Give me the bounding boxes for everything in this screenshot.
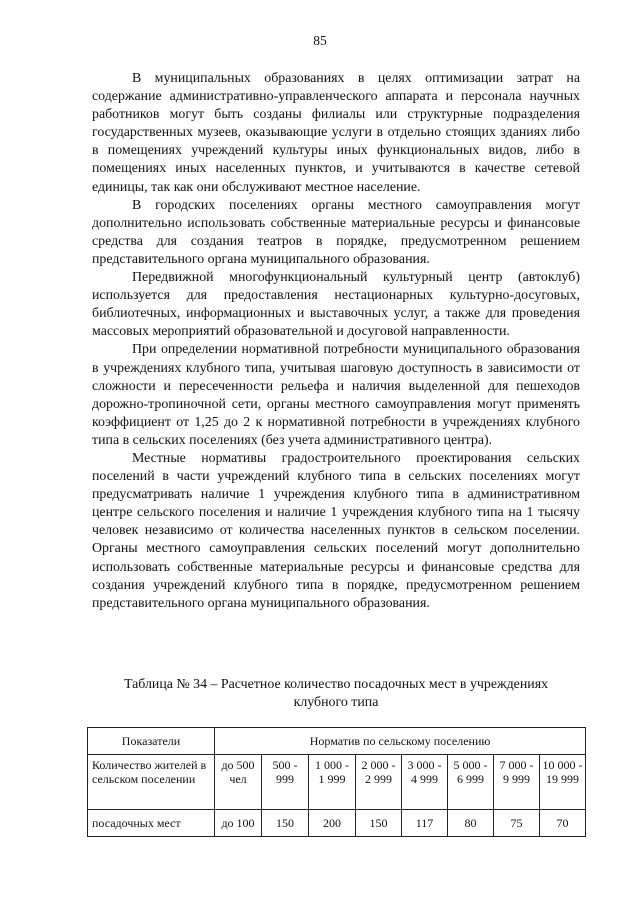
- residents-cell: 7 000 - 9 999: [494, 755, 540, 810]
- page-number: 85: [313, 33, 327, 48]
- seats-cell: 150: [356, 810, 402, 837]
- seats-cell: 75: [494, 810, 540, 837]
- seats-cell: до 100: [215, 810, 262, 837]
- residents-cell: 2 000 - 2 999: [356, 755, 402, 810]
- row-label-seats: посадочных мест: [88, 810, 215, 837]
- seats-cell: 150: [262, 810, 309, 837]
- residents-cell: 3 000 - 4 999: [402, 755, 448, 810]
- row-label-residents: Количество жителей в сельском поселении: [88, 755, 215, 810]
- paragraph-autoclub: Передвижной многофункциональный культурный центр (автоклуб) используется для предоставления нестационарных культурно-досуговых, библиотечных, информационных и выставочных услуг, а также для проведения массовых мероприятий образовательной и досуговой направленности.: [92, 270, 580, 340]
- paragraph-museums: В муниципальных образованиях в целях оптимизации затрат на содержание административно-управленческого аппарата и персонала научных работников могут быть созданы филиалы или структурные подразделения государственных музеев, оказывающие услуги в отдельно стоящих зданиях либо в помещениях учреждений культуры иных функциональных видов, либо в помещениях иных населенных пунктов, и учитываются в качестве сетевой единицы, так как они обслуживают местное население.: [92, 71, 580, 195]
- seats-cell: 117: [402, 810, 448, 837]
- seats-cell: 80: [448, 810, 494, 837]
- paragraph-coefficient: При определении нормативной потребности муниципального образования в учреждениях клубного типа, учитывая шаговую доступность в зависимости от сложности и пересеченности рельефа и наличия выделенной для пешеходов дорожно-тропиночной сети, органы местного самоуправления могут применять коэффициент от 1,25 до 2 к нормативной потребности в учреждениях клубного типа в сельских поселениях (без учета административного центра).: [92, 342, 580, 448]
- table-caption-line1: Таблица № 34 – Расчетное количество посадочных мест в учреждениях: [123, 677, 549, 692]
- residents-cell: до 500 чел: [215, 755, 262, 810]
- table-caption: [84, 676, 588, 712]
- seats-cell: 200: [309, 810, 356, 837]
- table-header-row: [88, 728, 586, 755]
- residents-cell: 1 000 - 1 999: [309, 755, 356, 810]
- residents-cell: 5 000 - 6 999: [448, 755, 494, 810]
- table-row: [88, 810, 586, 837]
- residents-cell: 10 000 - 19 999: [540, 755, 586, 810]
- table-caption-line2: клубного типа: [293, 695, 379, 711]
- body-text: [92, 70, 580, 613]
- seats-norm-table: [87, 727, 586, 837]
- header-indicator: Показатели: [88, 728, 215, 755]
- residents-cell: 500 - 999: [262, 755, 309, 810]
- header-norm: Норматив по сельскому поселению: [215, 728, 586, 755]
- seats-cell: 70: [540, 810, 586, 837]
- table-row: [88, 755, 586, 810]
- paragraph-theatres: В городских поселениях органы местного самоуправления могут дополнительно использовать собственные материальные ресурсы и финансовые средства для создания театров в порядке, предусмотренном решением представительного органа муниципального образования.: [92, 197, 580, 267]
- paragraph-local-norms: Местные нормативы градостроительного проектирования сельских поселений в части учреждений клубного типа в сельских поселениях могут предусматривать наличие 1 учреждения клубного типа в административном центре сельского поселения и наличие 1 учреждения клубного типа на 1 тысячу человек независимо от количества населенных пунктов в сельском поселении. Органы местного самоуправления сельских поселений могут дополнительно использовать собственные материальные ресурсы и финансовые средства для создания учреждений клубного типа в порядке, предусмотренном решением представительного органа муниципального образования.: [92, 450, 580, 611]
